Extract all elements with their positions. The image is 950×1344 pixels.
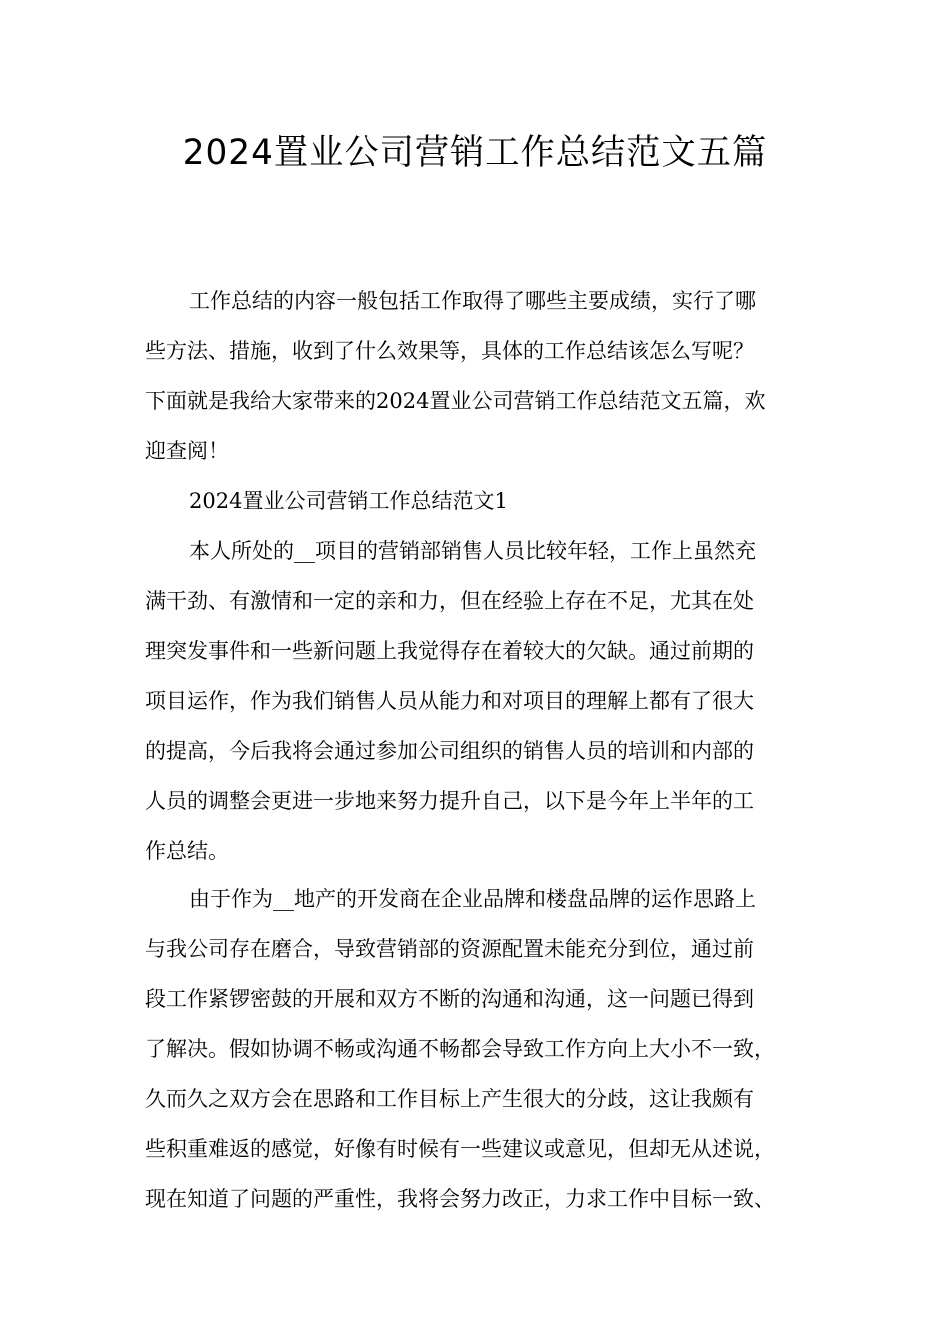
paragraph-line: 项目运作，作为我们销售人员从能力和对项目的理解上都有了很大 [145, 689, 754, 713]
intro-line: 下面就是我给大家带来的2024置业公司营销工作总结范文五篇，欢 [145, 389, 766, 413]
paragraph-line: 些积重难返的感觉，好像有时候有一些建议或意见，但却无从述说， [145, 1137, 775, 1161]
paragraph-line: 人员的调整会更进一步地来努力提升自己，以下是今年上半年的工 [145, 789, 754, 813]
paragraph-line: 久而久之双方会在思路和工作目标上产生很大的分歧，这让我颇有 [145, 1087, 754, 1111]
intro-line: 迎查阅！ [145, 439, 229, 463]
paragraph-line: 满干劲、有激情和一定的亲和力，但在经验上存在不足，尤其在处 [145, 589, 754, 613]
paragraph-line: 了解决。假如协调不畅或沟通不畅都会导致工作方向上大小不一致， [145, 1037, 775, 1061]
intro-line: 工作总结的内容一般包括工作取得了哪些主要成绩，实行了哪 [189, 289, 756, 313]
paragraph-line: 的提高，今后我将会通过参加公司组织的销售人员的培训和内部的 [145, 739, 754, 763]
intro-line: 些方法、措施，收到了什么效果等，具体的工作总结该怎么写呢？ [145, 339, 754, 363]
paragraph-line: 作总结。 [145, 839, 229, 863]
paragraph-line: 理突发事件和一些新问题上我觉得存在着较大的欠缺。通过前期的 [145, 639, 754, 663]
paragraph-line: 本人所处的__项目的营销部销售人员比较年轻，工作上虽然充 [189, 539, 756, 563]
paragraph-line: 与我公司存在磨合，导致营销部的资源配置未能充分到位，通过前 [145, 937, 754, 961]
paragraph-line: 由于作为__地产的开发商在企业品牌和楼盘品牌的运作思路上 [189, 887, 756, 911]
paragraph-line: 段工作紧锣密鼓的开展和双方不断的沟通和沟通，这一问题已得到 [145, 987, 754, 1011]
document-title: 2024置业公司营销工作总结范文五篇 [182, 133, 768, 173]
section-heading: 2024置业公司营销工作总结范文1 [189, 489, 508, 513]
paragraph-line: 现在知道了问题的严重性，我将会努力改正，力求工作中目标一致、 [145, 1187, 775, 1211]
